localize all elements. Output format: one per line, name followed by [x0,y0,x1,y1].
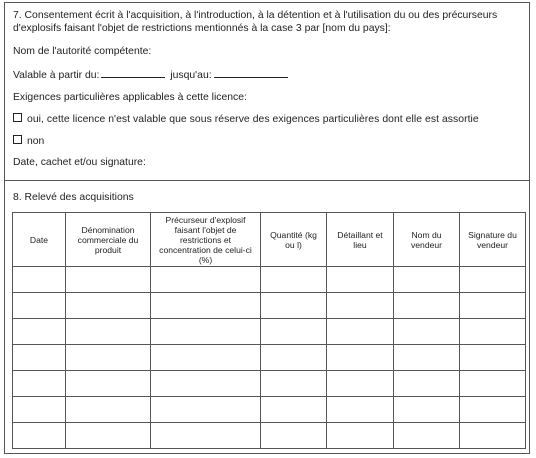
table-cell[interactable] [394,371,460,397]
table-cell[interactable] [394,397,460,423]
table-cell[interactable] [460,319,526,345]
valid-from-field[interactable] [101,68,165,78]
no-checkbox[interactable] [13,135,22,144]
table-cell[interactable] [13,423,66,449]
table-cell[interactable] [13,267,66,293]
table-cell[interactable] [261,371,327,397]
table-header-row [13,213,526,267]
table-cell[interactable] [13,293,66,319]
table-row [13,345,526,371]
table-cell[interactable] [66,397,151,423]
license-form [4,2,530,454]
validity-line [13,68,290,82]
table-cell[interactable] [460,397,526,423]
table-cell[interactable] [460,293,526,319]
table-cell[interactable] [151,267,261,293]
table-row [13,319,526,345]
requirements-label: Exigences particulières applicables à cette licence: [13,92,247,103]
table-cell[interactable] [261,345,327,371]
section-7 [5,3,529,181]
valid-from-label: Valable à partir du: [13,70,100,81]
table-row [13,267,526,293]
date-stamp-label: Date, cachet et/ou signature: [13,157,146,168]
table-row [13,423,526,449]
table-cell[interactable] [66,371,151,397]
table-cell[interactable] [327,371,394,397]
table-cell[interactable] [66,423,151,449]
section-7-heading: 7. Consentement écrit à l'acquisition, à l'introduction, à la détention et à l'utilisation du ou des précurseurs d'explosifs faisant l'objet de restrictions mentionnés à la case 3 par [nom du pays]: [13,10,498,34]
table-cell[interactable] [394,345,460,371]
section-8-heading: 8. Relevé des acquisitions [13,192,134,203]
option-yes-label: oui, cette licence n'est valable que sous réserve des exigences particulières dont elle est assortie [27,114,479,125]
table-cell[interactable] [394,293,460,319]
table-cell[interactable] [66,319,151,345]
option-yes [13,113,479,126]
valid-until-field[interactable] [214,68,288,78]
yes-checkbox[interactable] [13,113,22,122]
table-cell[interactable] [13,345,66,371]
table-cell[interactable] [327,397,394,423]
table-row [13,397,526,423]
option-no-label: non [27,136,45,147]
table-cell[interactable] [327,293,394,319]
column-header-precursor: Précurseur d'explosif faisant l'objet de restrictions et concentration de celui-ci (%) [151,213,261,267]
table-cell[interactable] [66,267,151,293]
table-cell[interactable] [151,423,261,449]
column-header-seller-name: Nom du vendeur [394,213,460,267]
table-cell[interactable] [394,267,460,293]
table-cell[interactable] [151,345,261,371]
table-cell[interactable] [327,423,394,449]
column-header-quantity: Quantité (kg ou l) [261,213,327,267]
table-row [13,371,526,397]
table-cell[interactable] [261,293,327,319]
section-8 [5,180,529,453]
column-header-retailer: Détaillant et lieu [327,213,394,267]
table-cell[interactable] [151,293,261,319]
table-cell[interactable] [261,397,327,423]
column-header-seller-signature: Signature du vendeur [460,213,526,267]
table-cell[interactable] [394,423,460,449]
table-cell[interactable] [66,293,151,319]
table-cell[interactable] [66,345,151,371]
table-cell[interactable] [460,371,526,397]
table-cell[interactable] [460,345,526,371]
table-cell[interactable] [460,267,526,293]
table-cell[interactable] [151,319,261,345]
table-cell[interactable] [261,267,327,293]
table-cell[interactable] [151,397,261,423]
table-cell[interactable] [327,319,394,345]
authority-label: Nom de l'autorité compétente: [13,46,152,57]
table-cell[interactable] [13,319,66,345]
column-header-date: Date [13,213,66,267]
table-row [13,293,526,319]
table-cell[interactable] [13,371,66,397]
table-cell[interactable] [13,397,66,423]
table-cell[interactable] [394,319,460,345]
column-header-product: Dénomination commerciale du produit [66,213,151,267]
table-cell[interactable] [261,423,327,449]
option-no [13,135,44,148]
table-cell[interactable] [460,423,526,449]
table-cell[interactable] [261,319,327,345]
table-cell[interactable] [151,371,261,397]
table-cell[interactable] [327,345,394,371]
acquisitions-table [12,212,526,449]
valid-until-label: jusqu'au: [170,70,212,81]
table-cell[interactable] [327,267,394,293]
